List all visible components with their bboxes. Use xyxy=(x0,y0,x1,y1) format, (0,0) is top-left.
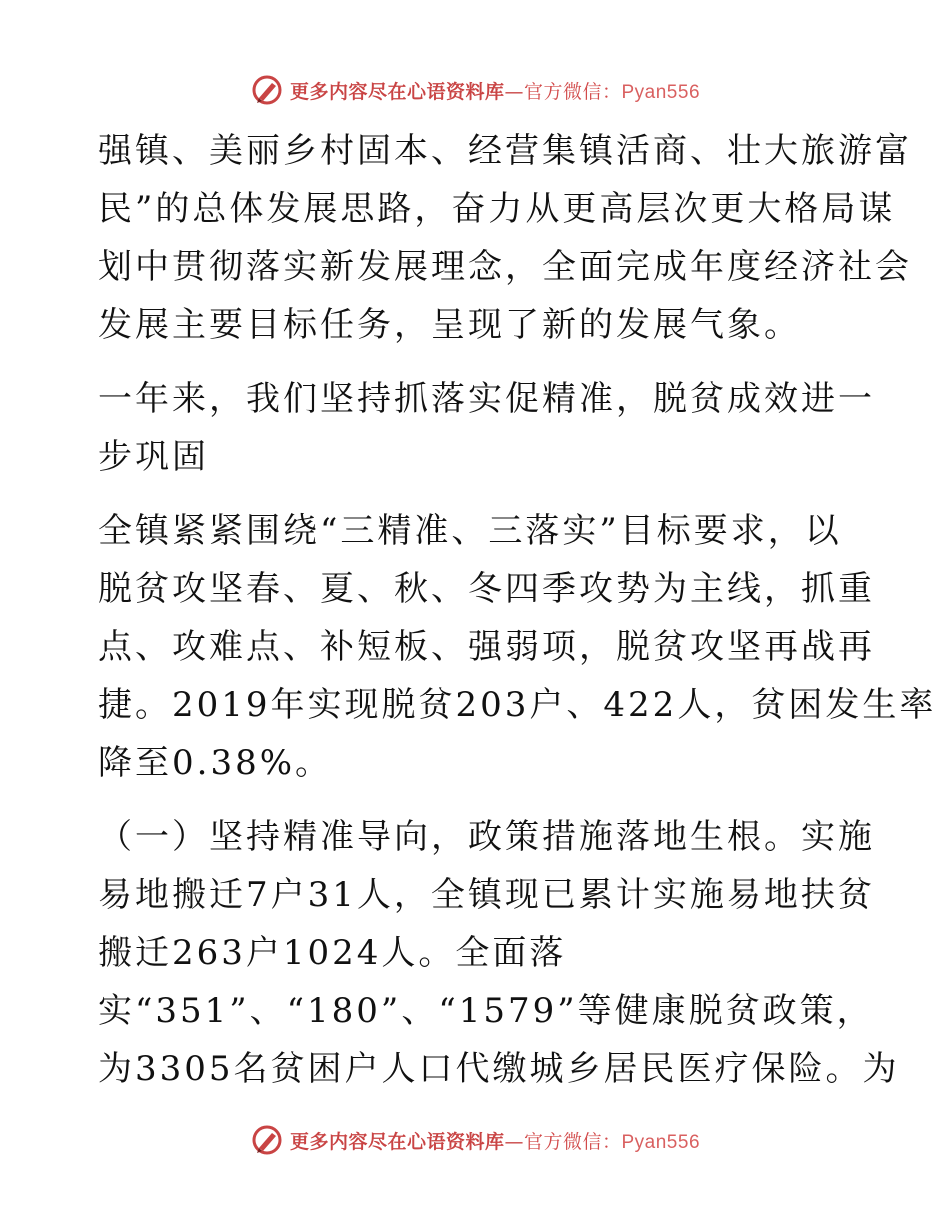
text-line: （一）坚持精准导向，政策措施落地生根。实施 xyxy=(98,817,875,857)
text-line: 发展主要目标任务，呈现了新的发展气象。 xyxy=(98,305,801,345)
watermark-separator: — xyxy=(504,1130,524,1153)
watermark-text xyxy=(290,77,700,104)
text-line: 搬迁263户1024人。全面落 xyxy=(98,933,567,973)
text-line: 捷。2019年实现脱贫203户、422人，贫困发生率 xyxy=(98,685,937,725)
watermark-account: Pyan556 xyxy=(621,81,701,103)
text-line: 民”的总体发展思路，奋力从更高层次更大格局谋 xyxy=(98,189,896,229)
text-line: 点、攻难点、补短板、强弱项，脱贫攻坚再战再 xyxy=(98,627,875,667)
watermark-account: Pyan556 xyxy=(621,1131,701,1153)
text-line: 步巩固 xyxy=(98,437,209,477)
watermark-text xyxy=(290,1127,700,1154)
document-body xyxy=(98,122,937,1098)
paragraph-poverty xyxy=(98,502,937,792)
pen-logo-icon xyxy=(250,1123,284,1157)
watermark-brand: 更多内容尽在心语资料库 xyxy=(289,80,505,103)
text-line: 易地搬迁7户31人，全镇现已累计实施易地扶贫 xyxy=(98,875,875,915)
text-line: 为3305名贫困户人口代缴城乡居民医疗保险。为 xyxy=(98,1049,900,1089)
pen-logo-icon xyxy=(250,73,284,107)
text-line: 一年来，我们坚持抓落实促精准，脱贫成效进一 xyxy=(98,379,875,419)
text-line: 强镇、美丽乡村固本、经营集镇活商、壮大旅游富 xyxy=(98,131,912,171)
watermark-suffix: 官方微信： xyxy=(523,1130,622,1153)
text-line: 实“351”、“180”、“1579”等健康脱贫政策， xyxy=(98,991,874,1031)
watermark-separator: — xyxy=(504,80,524,103)
header-watermark xyxy=(0,70,950,110)
watermark-suffix: 官方微信： xyxy=(523,80,622,103)
text-line: 降至0.38%。 xyxy=(98,743,333,783)
text-line: 全镇紧紧围绕“三精准、三落实”目标要求，以 xyxy=(98,511,842,551)
text-line: 脱贫攻坚春、夏、秋、冬四季攻势为主线，抓重 xyxy=(98,569,875,609)
footer-watermark xyxy=(0,1120,950,1160)
text-line: 划中贯彻落实新发展理念，全面完成年度经济社会 xyxy=(98,247,912,287)
paragraph-policy xyxy=(98,808,900,1098)
paragraph-intro xyxy=(98,122,912,354)
paragraph-heading xyxy=(98,370,875,486)
watermark-brand: 更多内容尽在心语资料库 xyxy=(289,1130,505,1153)
